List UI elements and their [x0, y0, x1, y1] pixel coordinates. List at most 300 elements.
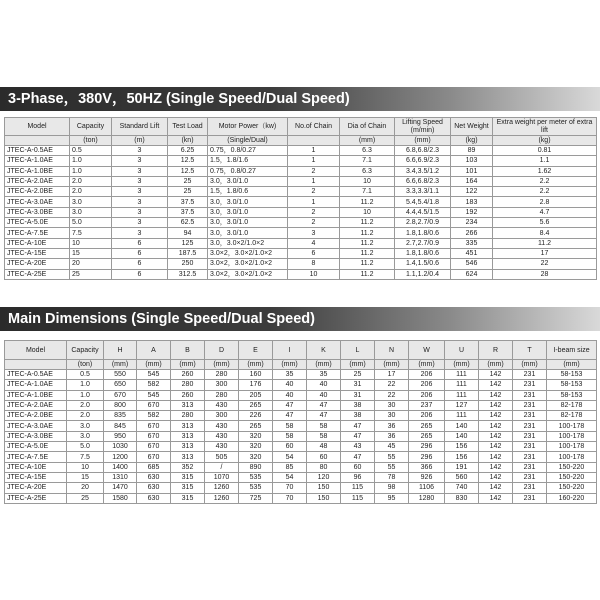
column-header: T	[513, 341, 547, 360]
value-cell: 140	[445, 431, 479, 441]
dimensions-table	[4, 340, 597, 504]
value-cell: 30	[375, 411, 409, 421]
value-cell: 335	[451, 238, 493, 248]
table-row	[5, 176, 597, 186]
column-header: Lifting Speed (m/min)	[395, 118, 451, 136]
value-cell: 95	[375, 493, 409, 503]
value-cell: 31	[341, 380, 375, 390]
column-header: B	[171, 341, 205, 360]
value-cell: 670	[137, 452, 171, 462]
value-cell: 0.5	[67, 370, 104, 380]
value-cell: 2	[288, 218, 340, 228]
value-cell: 560	[445, 472, 479, 482]
value-cell: 12.5	[168, 156, 208, 166]
value-cell: 111	[445, 380, 479, 390]
value-cell: 142	[479, 370, 513, 380]
value-cell: 85	[273, 462, 307, 472]
table-row	[5, 462, 597, 472]
value-cell: 89	[451, 146, 493, 156]
table-row	[5, 370, 597, 380]
model-cell: JTEC-A-0.5AE	[5, 370, 67, 380]
value-cell: 6.6,6.8/2.3	[395, 176, 451, 186]
value-cell: 36	[375, 431, 409, 441]
value-cell: 3.0，3.0/1.0	[208, 228, 288, 238]
value-cell: 3.0	[70, 207, 112, 217]
value-cell: 58	[273, 421, 307, 431]
model-cell: JTEC-A-3.0AE	[5, 197, 70, 207]
value-cell: 37.5	[168, 207, 208, 217]
value-cell: 3.0，3.0/1.0	[208, 197, 288, 207]
value-cell: 3	[112, 187, 168, 197]
value-cell: 950	[104, 431, 137, 441]
value-cell: 11.2	[340, 228, 395, 238]
column-header: I	[273, 341, 307, 360]
column-header: Model	[5, 118, 70, 136]
value-cell: 142	[479, 483, 513, 493]
value-cell: 430	[205, 400, 239, 410]
value-cell: 231	[513, 380, 547, 390]
value-cell: 8	[288, 259, 340, 269]
table-row	[5, 248, 597, 258]
value-cell: 127	[445, 400, 479, 410]
dimensions-table-units-row	[5, 360, 597, 370]
model-cell: JTEC-A-10E	[5, 462, 67, 472]
unit-cell: (mm)	[273, 360, 307, 370]
value-cell: 7.5	[70, 228, 112, 238]
value-cell: 320	[239, 442, 273, 452]
value-cell: 3.0×2，3.0×2/1.0×2	[208, 248, 288, 258]
value-cell: 313	[171, 421, 205, 431]
value-cell: 1.8,1.8/0.6	[395, 228, 451, 238]
value-cell: 142	[479, 400, 513, 410]
unit-cell: (mm)	[104, 360, 137, 370]
value-cell: 3.0×2，3.0×2/1.0×2	[208, 259, 288, 269]
column-header: Net Weight	[451, 118, 493, 136]
value-cell: 35	[307, 370, 341, 380]
value-cell: 40	[307, 380, 341, 390]
value-cell: 192	[451, 207, 493, 217]
value-cell: 111	[445, 390, 479, 400]
table-row	[5, 400, 597, 410]
column-header: Capacity	[67, 341, 104, 360]
value-cell: 546	[451, 259, 493, 269]
value-cell: 630	[137, 472, 171, 482]
unit-cell: (kg)	[451, 136, 493, 146]
unit-cell: (mm)	[445, 360, 479, 370]
value-cell: 15	[67, 472, 104, 482]
value-cell: 6	[112, 259, 168, 269]
value-cell: 550	[104, 370, 137, 380]
value-cell: 231	[513, 483, 547, 493]
value-cell: 4.7	[493, 207, 597, 217]
value-cell: 58	[273, 431, 307, 441]
unit-cell: (mm)	[205, 360, 239, 370]
value-cell: 55	[375, 452, 409, 462]
value-cell: 48	[307, 442, 341, 452]
value-cell: 1580	[104, 493, 137, 503]
value-cell: 1260	[205, 493, 239, 503]
value-cell: 98	[375, 483, 409, 493]
value-cell: 725	[239, 493, 273, 503]
unit-cell: (ton)	[67, 360, 104, 370]
value-cell: 430	[205, 431, 239, 441]
value-cell: 1.0	[67, 380, 104, 390]
value-cell: 191	[445, 462, 479, 472]
value-cell: 835	[104, 411, 137, 421]
column-header: No.of Chain	[288, 118, 340, 136]
model-cell: JTEC-A-2.0AE	[5, 176, 70, 186]
value-cell: 31	[341, 390, 375, 400]
value-cell: 100-178	[547, 431, 597, 441]
value-cell: 20	[67, 483, 104, 493]
model-cell: JTEC-A-0.5AE	[5, 146, 70, 156]
unit-cell: (mm)	[307, 360, 341, 370]
value-cell: 58	[307, 421, 341, 431]
model-cell: JTEC-A-5.0E	[5, 218, 70, 228]
value-cell: 231	[513, 370, 547, 380]
value-cell: 3	[112, 146, 168, 156]
value-cell: 3	[112, 156, 168, 166]
value-cell: 12.5	[168, 166, 208, 176]
column-header: Standard Lift	[112, 118, 168, 136]
value-cell: 231	[513, 390, 547, 400]
value-cell: 94	[168, 228, 208, 238]
value-cell: 70	[273, 483, 307, 493]
value-cell: 1200	[104, 452, 137, 462]
value-cell: 3.4,3.5/1.2	[395, 166, 451, 176]
value-cell: 82-178	[547, 400, 597, 410]
value-cell: 260	[171, 390, 205, 400]
unit-cell: (mm)	[479, 360, 513, 370]
value-cell: 231	[513, 400, 547, 410]
dimensions-table-title: Main Dimensions (Single Speed/Dual Speed)	[0, 307, 600, 331]
value-cell: 226	[239, 411, 273, 421]
value-cell: 231	[513, 421, 547, 431]
spec-table	[4, 117, 597, 280]
value-cell: 630	[137, 483, 171, 493]
value-cell: 206	[409, 390, 445, 400]
value-cell: 38	[341, 411, 375, 421]
value-cell: 25	[70, 269, 112, 279]
table-row	[5, 431, 597, 441]
table-row	[5, 411, 597, 421]
value-cell: 1.4,1.5/0.6	[395, 259, 451, 269]
value-cell: 142	[479, 380, 513, 390]
value-cell: 3.0	[67, 421, 104, 431]
unit-cell: (m)	[112, 136, 168, 146]
value-cell: 47	[307, 400, 341, 410]
value-cell: 266	[451, 228, 493, 238]
value-cell: 1400	[104, 462, 137, 472]
value-cell: 3.0	[70, 197, 112, 207]
spec-table-header-row	[5, 118, 597, 136]
model-cell: JTEC-A-2.0AE	[5, 400, 67, 410]
column-header: E	[239, 341, 273, 360]
model-cell: JTEC-A-5.0E	[5, 442, 67, 452]
value-cell: 142	[479, 472, 513, 482]
column-header: Motor Power（kw)	[208, 118, 288, 136]
value-cell: 6.3	[340, 146, 395, 156]
unit-cell: (mm)	[341, 360, 375, 370]
value-cell: 206	[409, 380, 445, 390]
table-row	[5, 228, 597, 238]
value-cell: 0.81	[493, 146, 597, 156]
value-cell: 3.0，3.0/1.0	[208, 176, 288, 186]
model-cell: JTEC-A-15E	[5, 472, 67, 482]
model-cell: JTEC-A-20E	[5, 259, 70, 269]
value-cell: 451	[451, 248, 493, 258]
model-cell: JTEC-A-3.0AE	[5, 421, 67, 431]
model-cell: JTEC-A-20E	[5, 483, 67, 493]
value-cell: 187.5	[168, 248, 208, 258]
value-cell: 265	[409, 421, 445, 431]
unit-cell: (mm)	[409, 360, 445, 370]
value-cell: 740	[445, 483, 479, 493]
value-cell: 47	[341, 421, 375, 431]
value-cell: 96	[341, 472, 375, 482]
value-cell: 37.5	[168, 197, 208, 207]
value-cell: 1.8,1.8/0.6	[395, 248, 451, 258]
value-cell: 250	[168, 259, 208, 269]
value-cell: 6.25	[168, 146, 208, 156]
value-cell: 535	[239, 472, 273, 482]
value-cell: 176	[239, 380, 273, 390]
value-cell: 47	[273, 400, 307, 410]
value-cell: 582	[137, 411, 171, 421]
value-cell: 3	[112, 176, 168, 186]
column-header: Capacity	[70, 118, 112, 136]
value-cell: 231	[513, 442, 547, 452]
column-header: I-beam size	[547, 341, 597, 360]
value-cell: 183	[451, 197, 493, 207]
value-cell: 40	[307, 390, 341, 400]
value-cell: 2.8	[493, 197, 597, 207]
value-cell: 6.8,6.8/2.3	[395, 146, 451, 156]
value-cell: 15	[70, 248, 112, 258]
value-cell: 670	[104, 390, 137, 400]
column-header: Test Load	[168, 118, 208, 136]
value-cell: 11.2	[340, 197, 395, 207]
unit-cell: (kn)	[168, 136, 208, 146]
value-cell: 352	[171, 462, 205, 472]
unit-cell	[5, 360, 67, 370]
value-cell: 280	[171, 411, 205, 421]
value-cell: 8.4	[493, 228, 597, 238]
value-cell: 670	[137, 400, 171, 410]
value-cell: 2	[288, 166, 340, 176]
value-cell: 1.5，1.8/1.6	[208, 156, 288, 166]
table-row	[5, 269, 597, 279]
model-cell: JTEC-A-1.0AE	[5, 156, 70, 166]
value-cell: 20	[70, 259, 112, 269]
table-row	[5, 238, 597, 248]
value-cell: 2.0	[70, 187, 112, 197]
value-cell: 142	[479, 390, 513, 400]
value-cell: 1.62	[493, 166, 597, 176]
value-cell: 100-178	[547, 452, 597, 462]
value-cell: 142	[479, 421, 513, 431]
value-cell: 142	[479, 442, 513, 452]
unit-cell: (mm)	[137, 360, 171, 370]
value-cell: 366	[409, 462, 445, 472]
value-cell: 830	[445, 493, 479, 503]
model-cell: JTEC-A-7.5E	[5, 228, 70, 238]
value-cell: 3.0，3.0/1.0	[208, 207, 288, 217]
column-header: H	[104, 341, 137, 360]
value-cell: 5.0	[70, 218, 112, 228]
value-cell: 6.6,6.9/2.3	[395, 156, 451, 166]
value-cell: 38	[341, 400, 375, 410]
model-cell: JTEC-A-3.0BE	[5, 207, 70, 217]
value-cell: 60	[307, 452, 341, 462]
unit-cell: (mm)	[340, 136, 395, 146]
dimensions-table-header-row	[5, 341, 597, 360]
value-cell: 55	[375, 462, 409, 472]
value-cell: 25	[341, 370, 375, 380]
table-row	[5, 390, 597, 400]
value-cell: 47	[341, 452, 375, 462]
value-cell: 3.0×2，3.0×2/1.0×2	[208, 269, 288, 279]
value-cell: 150-220	[547, 472, 597, 482]
value-cell: 1.5，1.8/0.6	[208, 187, 288, 197]
value-cell: 78	[375, 472, 409, 482]
value-cell: 45	[375, 442, 409, 452]
value-cell: 280	[171, 380, 205, 390]
value-cell: 545	[137, 390, 171, 400]
unit-cell: (mm)	[375, 360, 409, 370]
value-cell: 685	[137, 462, 171, 472]
column-header: Dia of Chain	[340, 118, 395, 136]
value-cell: 160-220	[547, 493, 597, 503]
table-row	[5, 207, 597, 217]
value-cell: 430	[205, 421, 239, 431]
value-cell: 312.5	[168, 269, 208, 279]
spec-table-body	[5, 146, 597, 280]
value-cell: 300	[205, 380, 239, 390]
value-cell: 1310	[104, 472, 137, 482]
spec-table-title: 3-Phase，380V，50HZ (Single Speed/Dual Speed)	[0, 87, 600, 111]
value-cell: 11.2	[340, 259, 395, 269]
value-cell: 11.2	[340, 248, 395, 258]
model-cell: JTEC-A-2.0BE	[5, 411, 67, 421]
value-cell: 2.7,2.7/0.9	[395, 238, 451, 248]
value-cell: 4.4,4.5/1.5	[395, 207, 451, 217]
value-cell: 890	[239, 462, 273, 472]
value-cell: 545	[137, 370, 171, 380]
table-row	[5, 442, 597, 452]
value-cell: 58	[307, 431, 341, 441]
value-cell: 3.3,3.3/1.1	[395, 187, 451, 197]
value-cell: 0.5	[70, 146, 112, 156]
value-cell: 142	[479, 452, 513, 462]
value-cell: 115	[341, 493, 375, 503]
value-cell: 10	[340, 207, 395, 217]
unit-cell: (kg)	[493, 136, 597, 146]
dimensions-table-body	[5, 370, 597, 504]
value-cell: 30	[375, 400, 409, 410]
value-cell: 2.8,2.7/0.9	[395, 218, 451, 228]
value-cell: 103	[451, 156, 493, 166]
value-cell: 670	[137, 431, 171, 441]
value-cell: 150	[307, 483, 341, 493]
column-header: R	[479, 341, 513, 360]
value-cell: 58-153	[547, 390, 597, 400]
value-cell: 25	[67, 493, 104, 503]
column-header: K	[307, 341, 341, 360]
model-cell: JTEC-A-3.0BE	[5, 431, 67, 441]
value-cell: 650	[104, 380, 137, 390]
value-cell: 10	[340, 176, 395, 186]
model-cell: JTEC-A-1.0BE	[5, 390, 67, 400]
value-cell: 630	[137, 493, 171, 503]
model-cell: JTEC-A-10E	[5, 238, 70, 248]
value-cell: 6	[112, 238, 168, 248]
value-cell: 4	[288, 238, 340, 248]
value-cell: 430	[205, 442, 239, 452]
unit-cell: (ton)	[70, 136, 112, 146]
value-cell: 3.0，3.0×2/1.0×2	[208, 238, 288, 248]
value-cell: 231	[513, 472, 547, 482]
value-cell: 1260	[205, 483, 239, 493]
value-cell: 115	[341, 483, 375, 493]
unit-cell: (mm)	[395, 136, 451, 146]
value-cell: 670	[137, 442, 171, 452]
value-cell: 36	[375, 421, 409, 431]
value-cell: 2.0	[67, 411, 104, 421]
value-cell: 1470	[104, 483, 137, 493]
value-cell: 505	[205, 452, 239, 462]
value-cell: 231	[513, 493, 547, 503]
model-cell: JTEC-A-1.0AE	[5, 380, 67, 390]
value-cell: 1.0	[70, 156, 112, 166]
value-cell: 142	[479, 411, 513, 421]
table-row	[5, 156, 597, 166]
value-cell: 5.6	[493, 218, 597, 228]
value-cell: 926	[409, 472, 445, 482]
value-cell: 11.2	[493, 238, 597, 248]
value-cell: 1	[288, 197, 340, 207]
value-cell: 1.1	[493, 156, 597, 166]
unit-cell	[5, 136, 70, 146]
value-cell: 6.3	[340, 166, 395, 176]
value-cell: 10	[70, 238, 112, 248]
value-cell: 142	[479, 431, 513, 441]
value-cell: 231	[513, 452, 547, 462]
value-cell: 28	[493, 269, 597, 279]
value-cell: 2.0	[67, 400, 104, 410]
unit-cell: (Single/Dual)	[208, 136, 288, 146]
value-cell: 40	[273, 380, 307, 390]
value-cell: 11.2	[340, 269, 395, 279]
value-cell: 101	[451, 166, 493, 176]
value-cell: 1030	[104, 442, 137, 452]
column-header: L	[341, 341, 375, 360]
value-cell: 3.0	[67, 431, 104, 441]
value-cell: 1	[288, 176, 340, 186]
value-cell: 1280	[409, 493, 445, 503]
value-cell: 150-220	[547, 462, 597, 472]
column-header: Extra weight per meter of extra lift	[493, 118, 597, 136]
model-cell: JTEC-A-2.0BE	[5, 187, 70, 197]
model-cell: JTEC-A-25E	[5, 493, 67, 503]
value-cell: 22	[375, 390, 409, 400]
value-cell: 265	[239, 421, 273, 431]
value-cell: 70	[273, 493, 307, 503]
value-cell: 300	[205, 411, 239, 421]
value-cell: 122	[451, 187, 493, 197]
value-cell: 111	[445, 370, 479, 380]
value-cell: 265	[239, 400, 273, 410]
